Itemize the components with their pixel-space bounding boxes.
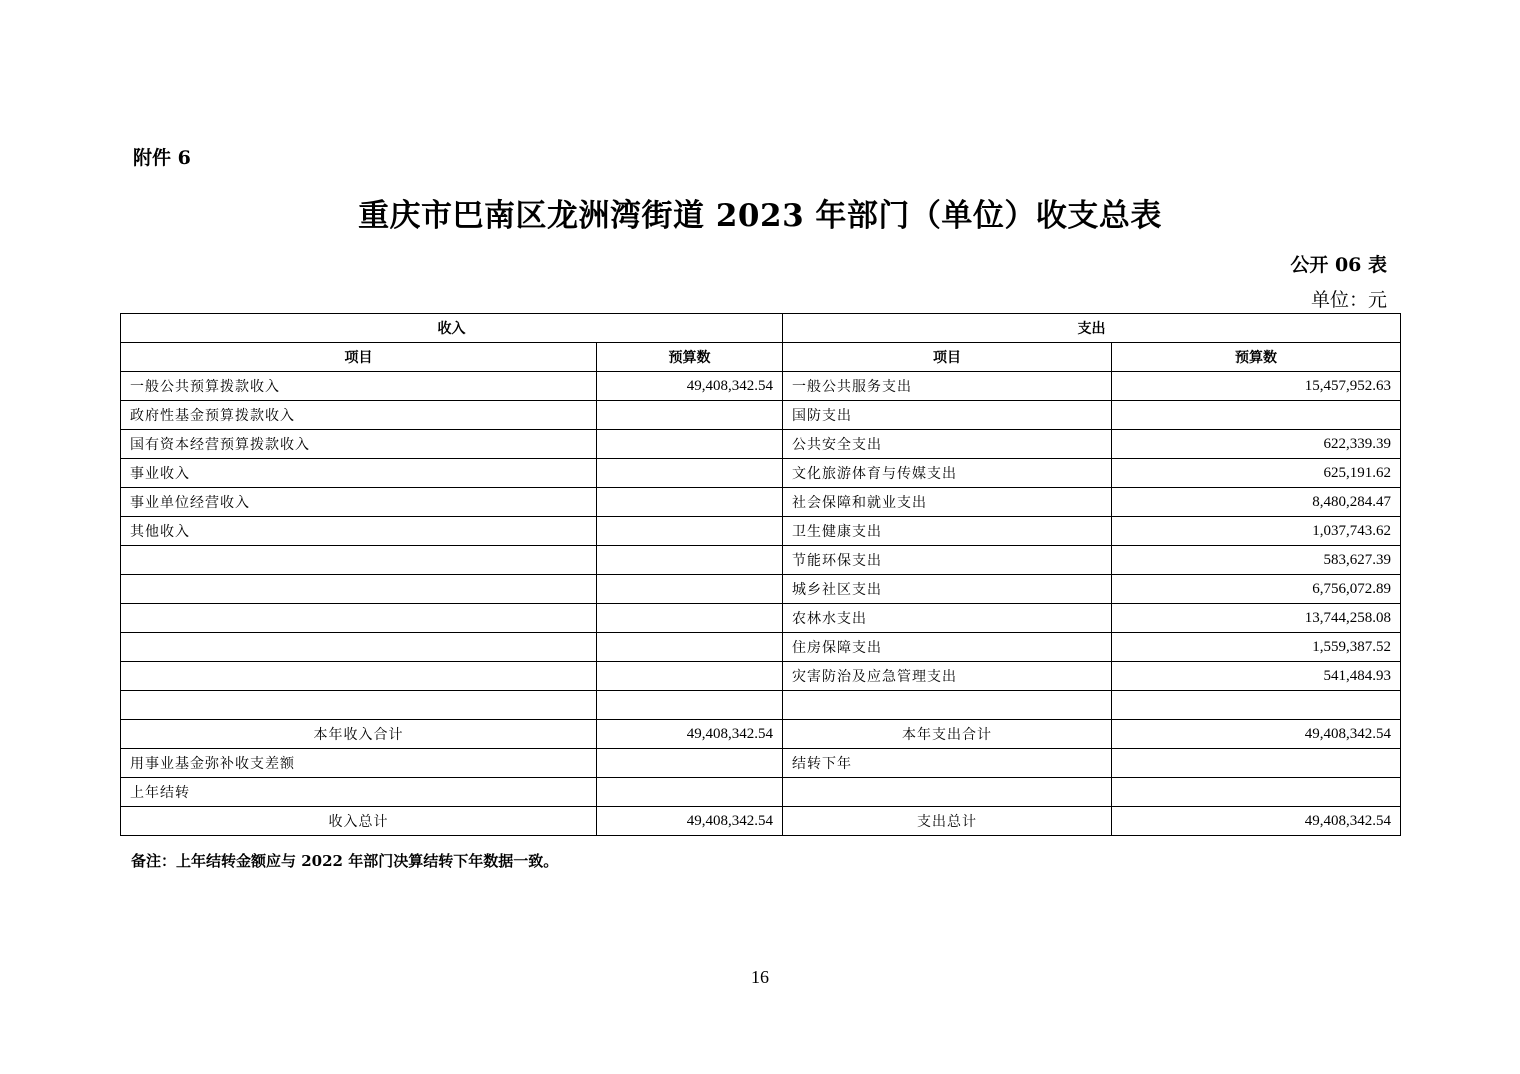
income-amount: 49,408,342.54 [597,372,783,401]
expense-item: 一般公共服务支出 [783,372,1112,401]
expense-amount [1112,401,1401,430]
table-row [121,633,1401,662]
income-amount [597,749,783,778]
expense-amount: 6,756,072.89 [1112,575,1401,604]
page-title: 重庆市巴南区龙洲湾街道 2023 年部门（单位）收支总表 [358,198,1162,234]
expense-amount: 625,191.62 [1112,459,1401,488]
expense-item: 结转下年 [783,749,1112,778]
expense-amount: 15,457,952.63 [1112,372,1401,401]
table-row [121,546,1401,575]
expense-grand-total-label: 支出总计 [783,807,1112,836]
income-item: 上年结转 [121,778,597,807]
section-header-row [121,314,1401,343]
expense-grand-total-amount: 49,408,342.54 [1112,807,1401,836]
expense-amount: 622,339.39 [1112,430,1401,459]
income-grand-total-label: 收入总计 [121,807,597,836]
income-item: 用事业基金弥补收支差额 [121,749,597,778]
income-amount [597,691,783,720]
expense-amount [1112,749,1401,778]
income-amount [597,778,783,807]
unit-label: 单位：元 [1310,289,1387,311]
income-amount [597,604,783,633]
attachment-label: 附件 6 [133,147,191,169]
table-row [121,575,1401,604]
column-header: 预算数 [1112,343,1401,372]
expense-item: 社会保障和就业支出 [783,488,1112,517]
expense-amount: 1,559,387.52 [1112,633,1401,662]
expense-amount: 8,480,284.47 [1112,488,1401,517]
table-row [121,372,1401,401]
income-total-amount: 49,408,342.54 [597,720,783,749]
income-grand-total-amount: 49,408,342.54 [597,807,783,836]
expense-amount [1112,691,1401,720]
income-item [121,546,597,575]
expense-item [783,691,1112,720]
expense-total-amount: 49,408,342.54 [1112,720,1401,749]
expense-item: 灾害防治及应急管理支出 [783,662,1112,691]
column-header: 项目 [783,343,1112,372]
expense-item: 农林水支出 [783,604,1112,633]
income-expense-table [120,313,1401,836]
expense-item: 城乡社区支出 [783,575,1112,604]
expense-amount: 13,744,258.08 [1112,604,1401,633]
table-row [121,778,1401,807]
table-row [121,401,1401,430]
expense-item: 文化旅游体育与传媒支出 [783,459,1112,488]
income-amount [597,488,783,517]
column-header-row [121,343,1401,372]
page-number: 16 [751,967,769,987]
table-code: 公开 06 表 [1290,254,1387,276]
income-item: 事业单位经营收入 [121,488,597,517]
expense-amount [1112,778,1401,807]
table-row [121,459,1401,488]
footnote: 备注：上年结转金额应与 2022 年部门决算结转下年数据一致。 [131,852,559,870]
income-amount [597,401,783,430]
expense-header: 支出 [783,314,1401,343]
income-amount [597,575,783,604]
expense-item: 国防支出 [783,401,1112,430]
expense-total-label: 本年支出合计 [783,720,1112,749]
expense-item: 节能环保支出 [783,546,1112,575]
income-item [121,575,597,604]
income-item [121,662,597,691]
income-item: 事业收入 [121,459,597,488]
income-amount [597,662,783,691]
income-header: 收入 [121,314,783,343]
income-item [121,604,597,633]
income-item [121,691,597,720]
table-row [121,749,1401,778]
table-row [121,488,1401,517]
table-row [121,691,1401,720]
income-amount [597,430,783,459]
expense-item: 公共安全支出 [783,430,1112,459]
income-item: 其他收入 [121,517,597,546]
income-item: 一般公共预算拨款收入 [121,372,597,401]
income-item: 国有资本经营预算拨款收入 [121,430,597,459]
income-amount [597,459,783,488]
column-header: 预算数 [597,343,783,372]
income-amount [597,633,783,662]
income-total-label: 本年收入合计 [121,720,597,749]
expense-amount: 583,627.39 [1112,546,1401,575]
table-row [121,430,1401,459]
expense-amount: 541,484.93 [1112,662,1401,691]
income-amount [597,546,783,575]
expense-item [783,778,1112,807]
table-row [121,604,1401,633]
table-row [121,517,1401,546]
income-item: 政府性基金预算拨款收入 [121,401,597,430]
income-amount [597,517,783,546]
table-row [121,662,1401,691]
year-total-row [121,720,1401,749]
income-item [121,633,597,662]
expense-amount: 1,037,743.62 [1112,517,1401,546]
column-header: 项目 [121,343,597,372]
expense-item: 住房保障支出 [783,633,1112,662]
grand-total-row [121,807,1401,836]
expense-item: 卫生健康支出 [783,517,1112,546]
